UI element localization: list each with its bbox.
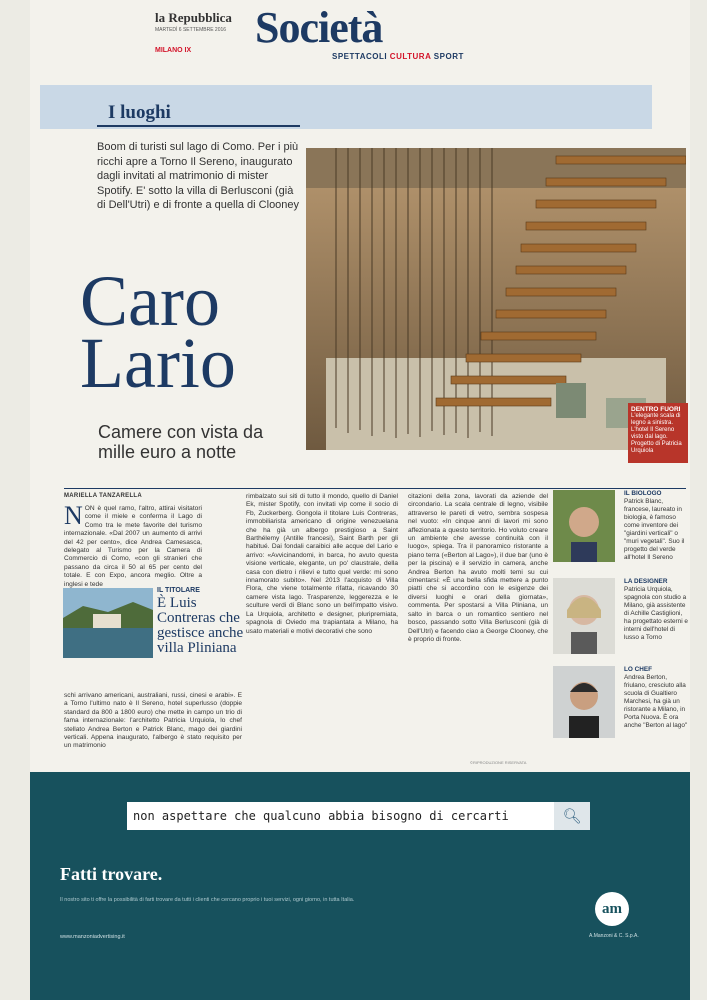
insert-kicker: IL TITOLARE (157, 587, 200, 594)
bio-kicker: LO CHEF (624, 666, 653, 673)
bio-kicker: IL BIOLOGO (624, 490, 662, 497)
article-lead: Boom di turisti sul lago di Como. Per i più ricchi apre a Torno Il Sereno, inaugurato dagli invitati al matrimonio di mister Spotify. E' sotto la villa di Berlusconi (già di Dell'Utri) e di fronte a quella di Clooney (97, 141, 300, 211)
bio-text: Patrick Blanc, francese, laureato in biologia, è famoso come inventore dei "giardini verticali" o "muri vegetali". Suo il progetto del verde all'hotel Il Sereno (624, 498, 685, 561)
portrait-biologist (553, 490, 615, 562)
edition-label: MILANO IX (155, 47, 192, 54)
section-rule (97, 125, 300, 127)
newspaper-name: la Repubblica (155, 10, 232, 25)
ad-brand: A.Manzoni & C. S.p.A. (589, 933, 639, 939)
masthead-left (155, 10, 250, 54)
article-column-2: rimbalzato sui siti di tutto il mondo, quello di Daniel Ek, mister Spotify, con invitati vip come il socio di Fb, Zuckerberg. Gongola il titolare Luis Contreras, immobiliarista americano di origine venezuelana che ha già un albergo prestigioso a Saint Barthélemy (Antille francesi), Saint Barth per gli habitué. Dai fondali caraibici alle acque del Lario e arrivo: «Avvicinandomi, in barca, ho avuto questa visione verticale, elegante, un po' claustrale, della casa con dietro i rilievi e tutto quel verde: mi sono innamorato subito». Nel 2013 l'acquisto di Villa Flora, che viene totalmente rifatta, ricavando 30 camere vista lago. Trasparenze, leggerezza e le sculture verdi di Blanc sono un bell'impatto visivo. La Urquiola, architetto e designer, pluripremiata, spagnola di Oviedo ma trapiantata a Milano, ha usato materiali e motivi decorativi che sono (246, 493, 398, 635)
dropcap: N (64, 501, 83, 530)
ad-slogan: Fatti trovare. (60, 864, 163, 884)
column-1a-text: ON è quel ramo, l'altro, attirai visitatori come il miele e conferma il Lago di Como tra le mete favorite del turismo internazionale. «Dal 2007 un aumento di arrivi del 42 per cento», dice Andrea Camesasca, delegato al Turismo per la Camera di Commercio di Como, «con gli stranieri che passano da circa il 50 al 65 per cento del totale. E con Expo, ancora meglio. Oltre a inglesi e tede (64, 505, 202, 588)
bio-text: Andrea Berton, friulano, cresciuto alla scuola di Gualtiero Marchesi, ha già un ristorante a Milano, in Porta Nuova. È ora anche "Berton al lago" (624, 674, 688, 729)
bio-chef (624, 666, 690, 730)
article-column-1a (64, 501, 202, 589)
ad-url: www.manzoniadvertising.it (60, 934, 125, 940)
bio-text: Patricia Urquiola, spagnola con studio a Milano, già assistente di Achille Castiglioni, ha progettato esterni e interni dell'hotel di lusso a Torno (624, 586, 688, 641)
article-column-3: citazioni della zona, lavorati da aziende del circondario. La scala centrale di legno, visibile attraverso le pareti di vetro, sembra sospesa nel vuoto: «In cinque anni di lavori mi sono affezionata a questo territorio. Ho voluto creare un ambiente che avesse continuità con il luogo», spiega. Tra il panoramico ristorante a piano terra («Berton al Lago»), il due bar (uno è per la piscina) e il servizio in camera, anche Andrea Berton ha avuto molti temi su cui cimentarsi: «È una bella sfida mettere a punto piatti che si accordino con le esigenze dei diversi luoghi e orari della giornata», commenta. Per spostarsi a Villa Pliniana, un salto in barca o un romantico sentiero nel bosco, passando sotto Villa Berlusconi (già di Dell'Utri) e facendo ciao a George Clooney, che è proprio di fronte. (408, 493, 548, 643)
bio-designer (624, 578, 690, 642)
ad-search-input[interactable] (127, 801, 554, 831)
bio-biologist (624, 490, 690, 562)
caption-text: L'elegante scala di legno a sinistra. L'hotel Il Sereno visto dal lago. Progetto di Patricia Urquiola (631, 413, 682, 454)
section-title: I luoghi (108, 102, 171, 123)
owner-insert (157, 587, 252, 656)
portrait-designer (553, 578, 615, 654)
search-icon[interactable]: 🔍︎ (554, 802, 590, 830)
headline-line-2: Lario (80, 323, 236, 403)
caption-kicker: DENTRO FUORI (631, 406, 681, 413)
ad-fine-print: Il nostro sito ti offre la possibilità di farti trovare da tutti i clienti che cercano proprio i tuoi servizi, ogni giorno, in tutta Italia. (60, 897, 355, 903)
byline: MARIELLA TANZARELLA (64, 493, 143, 499)
article-headline (80, 261, 236, 403)
subtitle-spettacoli: SPETTACOLI (332, 52, 390, 61)
ad-search-bar[interactable] (127, 802, 590, 830)
ad-logo-icon: am (595, 892, 629, 926)
subtitle-cultura: CULTURA (389, 52, 432, 61)
copyright-credit: ©RIPRODUZIONE RISERVATA (470, 760, 527, 765)
photo-caption (628, 403, 688, 463)
villa-pliniana-photo (63, 588, 153, 658)
subtitle-sport: SPORT (431, 52, 464, 61)
headline-line-1: Caro (80, 261, 220, 341)
portrait-chef (553, 666, 615, 738)
section-masthead-title: Società (255, 3, 383, 52)
bio-kicker: LA DESIGNER (624, 578, 668, 585)
section-masthead-subtitle (332, 52, 464, 61)
article-column-1b: schi arrivano americani, australiani, russi, cinesi e arabi». E a Torno l'ultimo nato è Il Sereno, hotel superlusso (doppie standard da 800 a 1800 euro) che mette in campo un trio di fama internazionale: l'architetto Patricia Urquiola, lo chef stellato Andrea Berton e Patrick Blanc, mago dei giardini verticali. Appena inaugurato, l'albergo è stato requisito per un matrimonio (64, 692, 242, 750)
article-rule (64, 488, 686, 489)
article-subhead: Camere con vista da mille euro a notte (98, 422, 264, 462)
issue-date: MARTEDÌ 6 SETTEMBRE 2016 (155, 27, 227, 33)
insert-text: È Luis Contreras che gestisce anche villa Pliniana (157, 595, 244, 656)
